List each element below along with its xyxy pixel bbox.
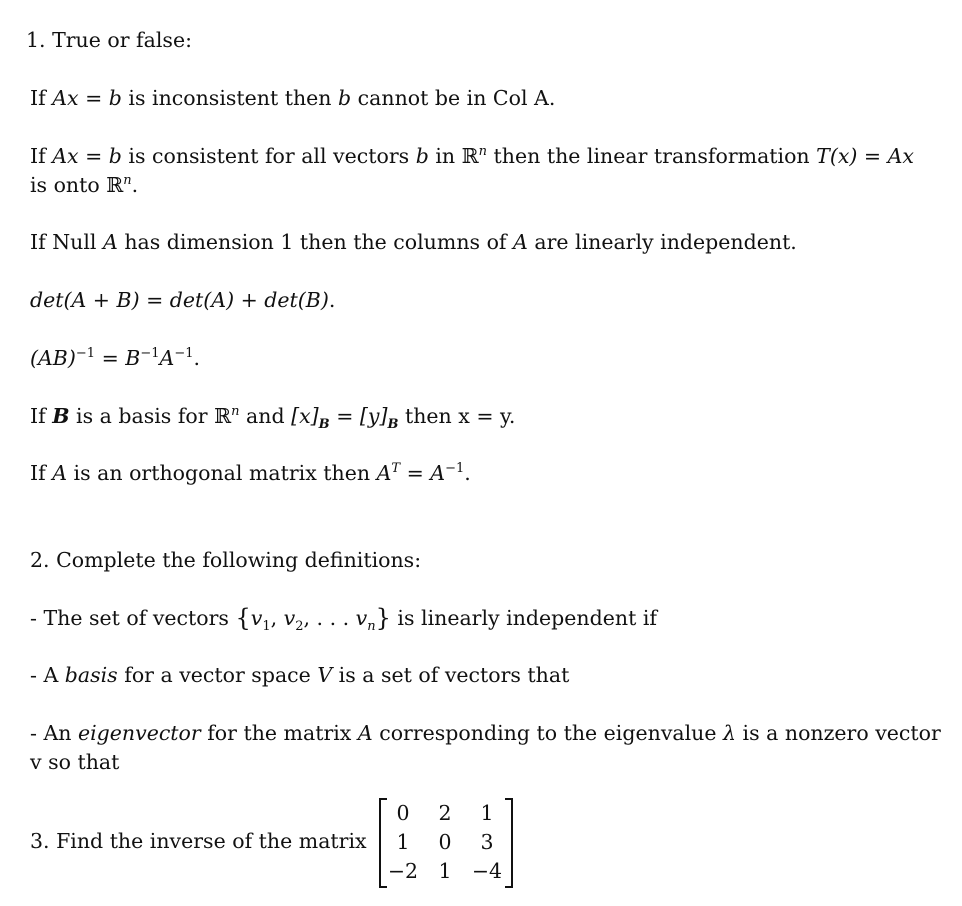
q2-header: 2. Complete the following definitions:	[30, 548, 422, 572]
q1-statement-7: If A is an orthogonal matrix then $A^T = A^{-1}$.	[30, 461, 471, 485]
matrix-cell-r2-c1: 1	[396, 830, 410, 854]
matrix-cell-r3-c2: 1	[438, 859, 452, 883]
q1-statement-1: If Ax = b is inconsistent then b cannot be in Col A.	[30, 86, 556, 110]
q2-definition-eigenvector-line-2: v so that	[30, 750, 120, 774]
q1-statement-5: $(AB)^{-1} = B^{-1}A^{-1}$.	[30, 346, 201, 370]
matrix-cell-r2-c2: 0	[438, 830, 452, 854]
matrix-cell-r1-c2: 2	[438, 801, 452, 825]
matrix-cell-r1-c1: 0	[396, 801, 410, 825]
q3-label: 3. Find the inverse of the matrix	[30, 829, 367, 853]
q1-statement-2-line-2: is onto ℝ$^n$.	[30, 173, 139, 197]
q2-definition-basis: - A basis for a vector space V is a set of vectors that	[30, 663, 570, 687]
q1-header: 1. True or false:	[26, 28, 192, 52]
matrix-cell-r3-c3: −4	[471, 859, 503, 883]
q1-statement-4: det(A + B) = det(A) + det(B).	[30, 288, 336, 312]
matrix-cell-r2-c3: 3	[480, 830, 494, 854]
q2-definition-linear-independence: - The set of vectors {$v_1$, $v_2$, . . . $v_n$} is linearly independent if	[30, 604, 657, 634]
matrix-cell-r1-c3: 1	[480, 801, 494, 825]
q1-statement-2-line-1: If Ax = b is consistent for all vectors b in ℝ$^n$ then the linear transformation T(x) = Ax	[30, 144, 914, 168]
q1-statement-6: If B is a basis for ℝ$^n$ and $[x]_B = [y]_B$ then x = y.	[30, 404, 516, 432]
matrix-right-bracket	[505, 798, 513, 888]
q1-statement-3: If Null A has dimension 1 then the columns of A are linearly independent.	[30, 230, 797, 254]
matrix	[379, 797, 513, 887]
q2-definition-eigenvector-line-1: - An eigenvector for the matrix A corresponding to the eigenvalue λ is a nonzero vector	[30, 721, 941, 745]
matrix-cell-r3-c1: −2	[387, 859, 419, 883]
